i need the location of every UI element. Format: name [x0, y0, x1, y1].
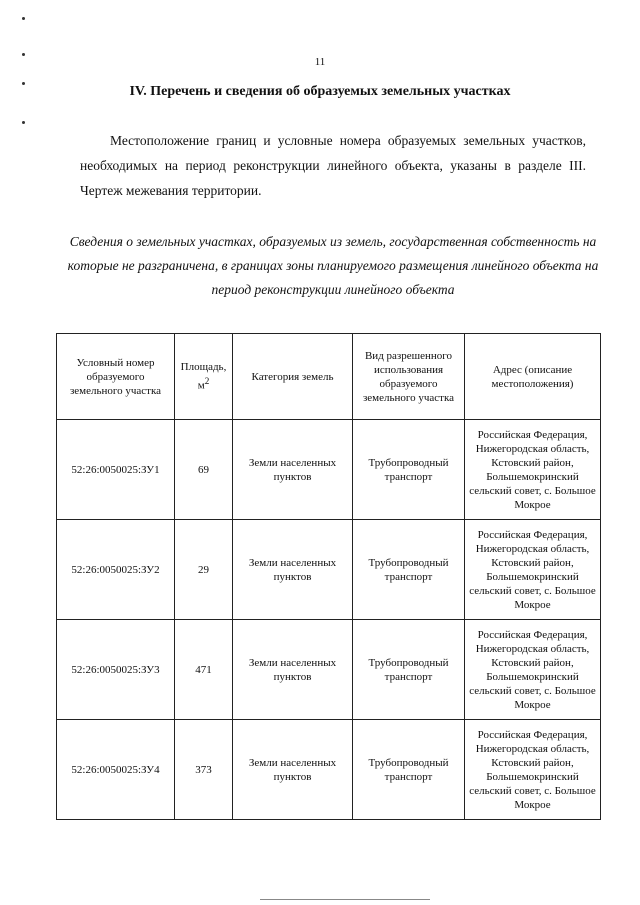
cell-land-category: Земли населенных пунктов — [233, 620, 353, 720]
cell-cadastral-number: 52:26:0050025:ЗУ2 — [57, 520, 175, 620]
header-address: Адрес (описание местоположения) — [465, 334, 601, 420]
cell-cadastral-number: 52:26:0050025:ЗУ3 — [57, 620, 175, 720]
header-land-category: Категория земель — [233, 334, 353, 420]
table-row — [57, 520, 601, 620]
intro-paragraph — [80, 128, 586, 203]
cell-land-category: Земли населенных пунктов — [233, 520, 353, 620]
cell-address: Российская Федерация, Нижегородская область, Кстовский район, Большемокринский сельский совет, с. Большое Мокрое — [465, 620, 601, 720]
cell-permitted-use: Трубопроводный транспорт — [353, 720, 465, 820]
table-header-row — [57, 334, 601, 420]
cell-address: Российская Федерация, Нижегородская область, Кстовский район, Большемокринский сельский совет, с. Большое Мокрое — [465, 720, 601, 820]
table-row — [57, 720, 601, 820]
intro-text: Местоположение границ и условные номера образуемых земельных участков, необходимых на период реконструкции линейного объекта, указаны в разделе III. Чертеж межевания территории. — [80, 133, 586, 198]
cell-permitted-use: Трубопроводный транспорт — [353, 420, 465, 520]
cell-permitted-use: Трубопроводный транспорт — [353, 620, 465, 720]
table-row — [57, 620, 601, 720]
table-row — [57, 420, 601, 520]
cell-cadastral-number: 52:26:0050025:ЗУ1 — [57, 420, 175, 520]
table-caption: Сведения о земельных участках, образуемых из земель, государственная собственность на которые не разграничена, в границах зоны планируемого размещения линейного объекта на период реконструкции линейного объекта — [67, 234, 599, 297]
cell-area: 471 — [175, 620, 233, 720]
cell-area: 29 — [175, 520, 233, 620]
cell-permitted-use: Трубопроводный транспорт — [353, 520, 465, 620]
cell-land-category: Земли населенных пунктов — [233, 420, 353, 520]
cell-area: 373 — [175, 720, 233, 820]
cell-address: Российская Федерация, Нижегородская область, Кстовский район, Большемокринский сельский совет, с. Большое Мокрое — [465, 420, 601, 520]
header-area-label: Площадь, м — [180, 361, 227, 392]
section-title: IV. Перечень и сведения об образуемых земельных участках — [129, 84, 511, 99]
cell-cadastral-number: 52:26:0050025:ЗУ4 — [57, 720, 175, 820]
page-number: 11 — [314, 56, 326, 68]
header-area-unit: 2 — [204, 376, 210, 387]
footer-rule — [260, 899, 430, 900]
header-area — [175, 334, 233, 420]
scan-mark-1 — [22, 17, 25, 20]
scan-mark-4 — [22, 121, 25, 124]
land-plots-table — [56, 333, 601, 820]
cell-land-category: Земли населенных пунктов — [233, 720, 353, 820]
header-cadastral-number: Условный номер образуемого земельного участка — [57, 334, 175, 420]
cell-area: 69 — [175, 420, 233, 520]
header-permitted-use: Вид разрешенного использования образуемого земельного участка — [353, 334, 465, 420]
cell-address: Российская Федерация, Нижегородская область, Кстовский район, Большемокринский сельский совет, с. Большое Мокрое — [465, 520, 601, 620]
